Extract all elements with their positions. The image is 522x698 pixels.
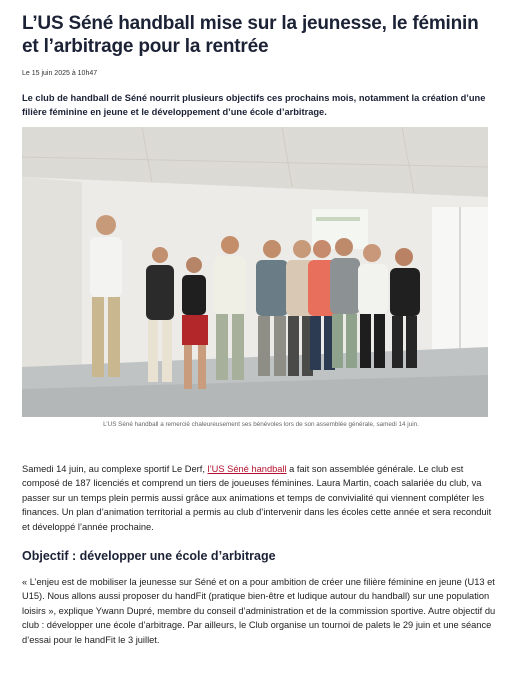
paragraph-1-text-after: a fait son assemblée générale. Le club est composé de 187 licenciés et comprend un tiers de joueuses féminines. Laura Martin, coach salariée du club, va passer sur un temps plein permis aussi grâce aux animations et temps de convivialité qui viennent compléter les finances. Un plan d’animation territorial a permis au club d’intervenir dans les écoles cette année et sera reconduit et développé l’année prochaine. [22, 464, 492, 532]
article-paragraph-1 [22, 462, 500, 534]
photo-caption: L’US Séné handball a remercié chaleureusement ses bénévoles lors de son assemblée générale, samedi 14 juin. [103, 421, 419, 428]
article-photo [22, 127, 488, 417]
group-photo-illustration [22, 127, 488, 417]
paragraph-1-text-before: Samedi 14 juin, au complexe sportif Le Derf, [22, 464, 208, 474]
article-paragraph-2: « L’enjeu est de mobiliser la jeunesse sur Séné et on a pour ambition de créer une filière féminine en jeune (U13 et U15). Nous allons aussi proposer du handFit (pratique bien-être et ludique autour du handball) sur une population loisirs », explique Ywann Dupré, membre du conseil d’administration et de la commission sportive. Autre objectif du club : développer une école d’arbitrage. Par ailleurs, le Club organise un tournoi de palets le 29 juin et une séance d’essai pour le handFit le 3 juillet. [22, 577, 496, 645]
article-lede: Le club de handball de Séné nourrit plusieurs objectifs ces prochains mois, notamment la création d’une filière féminine en jeune et le développement d’une école d’arbitrage. [22, 93, 486, 117]
article-subheading: Objectif : développer une école d’arbitrage [22, 549, 276, 564]
club-link[interactable]: l’US Séné handball [207, 464, 287, 474]
publish-date: Le 15 juin 2025 à 10h47 [22, 70, 98, 77]
article-title: L’US Séné handball mise sur la jeunesse, le féminin et l’arbitrage pour la rentrée [22, 13, 479, 57]
